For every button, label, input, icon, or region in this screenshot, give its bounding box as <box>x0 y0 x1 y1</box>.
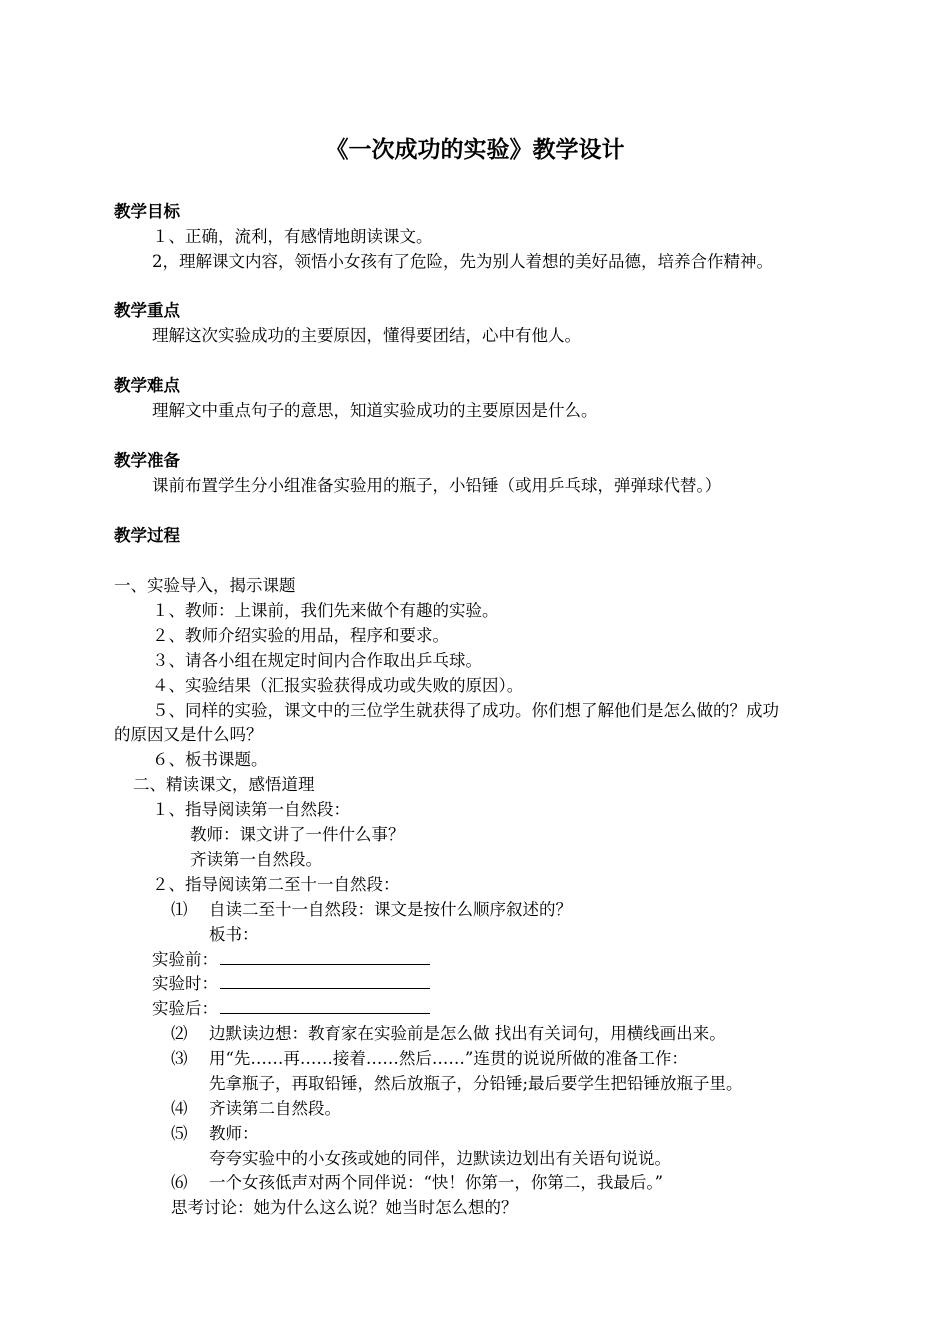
board-after <box>152 998 430 1020</box>
substep-1 <box>171 899 572 921</box>
substep-text: 一个女孩低声对两个同伴说：“快！你第一，你第二，我最后。” <box>209 1173 664 1192</box>
board-after-label: 实验后： <box>152 999 218 1018</box>
substep-number: ⑷ <box>171 1099 188 1118</box>
part1-item-4: ４、实验结果（汇报实验获得成功或失败的原因）。 <box>152 676 524 695</box>
board-during-label: 实验时： <box>152 974 218 993</box>
substep-number: ⑶ <box>171 1049 188 1068</box>
goals-heading: 教学目标 <box>114 202 180 221</box>
substep-3-answer: 先拿瓶子，再取铅锤，然后放瓶子，分铅锤;最后要学生把铅锤放瓶子里。 <box>209 1074 743 1093</box>
substep-4 <box>171 1098 341 1120</box>
prep-heading: 教学准备 <box>114 451 180 470</box>
part2-item-1-read: 齐读第一自然段。 <box>190 850 322 869</box>
board-label: 板书： <box>209 925 259 944</box>
difficulty-heading: 教学难点 <box>114 376 180 395</box>
substep-number: ⑴ <box>171 900 188 919</box>
substep-text: 自读二至十一自然段：课文是按什么顺序叙述的？ <box>209 900 572 919</box>
substep-text: 教师： <box>209 1124 259 1143</box>
part1-item-6: ６、板书课题。 <box>152 750 268 769</box>
board-after-blank <box>220 999 430 1014</box>
part1-item-5-cont: 的原因又是什么吗？ <box>114 725 263 744</box>
substep-text: 齐读第二自然段。 <box>209 1099 341 1118</box>
board-during-blank <box>220 974 430 989</box>
part1-item-1: １、教师：上课前，我们先来做个有趣的实验。 <box>152 601 499 620</box>
goal-item-1: １、正确，流利，有感情地朗读课文。 <box>152 227 433 246</box>
substep-number: ⑸ <box>171 1124 188 1143</box>
part1-item-3: ３、请各小组在规定时间内合作取出乒乓球。 <box>152 651 482 670</box>
difficulty-text: 理解文中重点句子的意思，知道实验成功的主要原因是什么。 <box>152 401 598 420</box>
board-before-blank <box>220 950 430 965</box>
part2-item-2: ２、指导阅读第二至十一自然段： <box>152 875 400 894</box>
substep-5-answer: 夸夸实验中的小女孩或她的同伴，边默读边划出有关语句说说。 <box>209 1149 671 1168</box>
document-title: 《一次成功的实验》教学设计 <box>325 137 625 163</box>
substep-6-discussion: 思考讨论：她为什么这么说？她当时怎么想的？ <box>171 1198 518 1217</box>
goal-item-2: 2，理解课文内容，领悟小女孩有了危险，先为别人着想的美好品德，培养合作精神。 <box>152 252 773 271</box>
part1-item-2: ２、教师介绍实验的用品，程序和要求。 <box>152 626 449 645</box>
substep-5 <box>171 1123 259 1145</box>
substep-number: ⑹ <box>171 1173 188 1192</box>
substep-number: ⑵ <box>171 1024 188 1043</box>
board-during <box>152 973 430 995</box>
substep-3 <box>171 1048 688 1070</box>
process-heading: 教学过程 <box>114 526 180 545</box>
key-text: 理解这次实验成功的主要原因，懂得要团结，心中有他人。 <box>152 326 581 345</box>
key-heading: 教学重点 <box>114 301 180 320</box>
board-before <box>152 949 430 971</box>
board-before-label: 实验前： <box>152 950 218 969</box>
part1-title: 一、实验导入，揭示课题 <box>114 576 296 595</box>
part2-item-1: １、指导阅读第一自然段： <box>152 800 350 819</box>
substep-6 <box>171 1172 663 1194</box>
substep-text: 用“先……再……接着……然后……”连贯的说说所做的准备工作： <box>209 1049 688 1068</box>
prep-text: 课前布置学生分小组准备实验用的瓶子，小铅锤（或用乒乓球，弹弹球代替。） <box>152 476 722 495</box>
part2-item-1-teacher: 教师：课文讲了一件什么事？ <box>190 825 405 844</box>
substep-2 <box>171 1023 726 1045</box>
part2-title: 二、精读课文，感悟道理 <box>133 775 315 794</box>
part1-item-5: ５、同样的实验，课文中的三位学生就获得了成功。你们想了解他们是怎么做的？成功 <box>152 701 779 720</box>
substep-text: 边默读边想：教育家在实验前是怎么做 找出有关词句，用横线画出来。 <box>209 1024 726 1043</box>
